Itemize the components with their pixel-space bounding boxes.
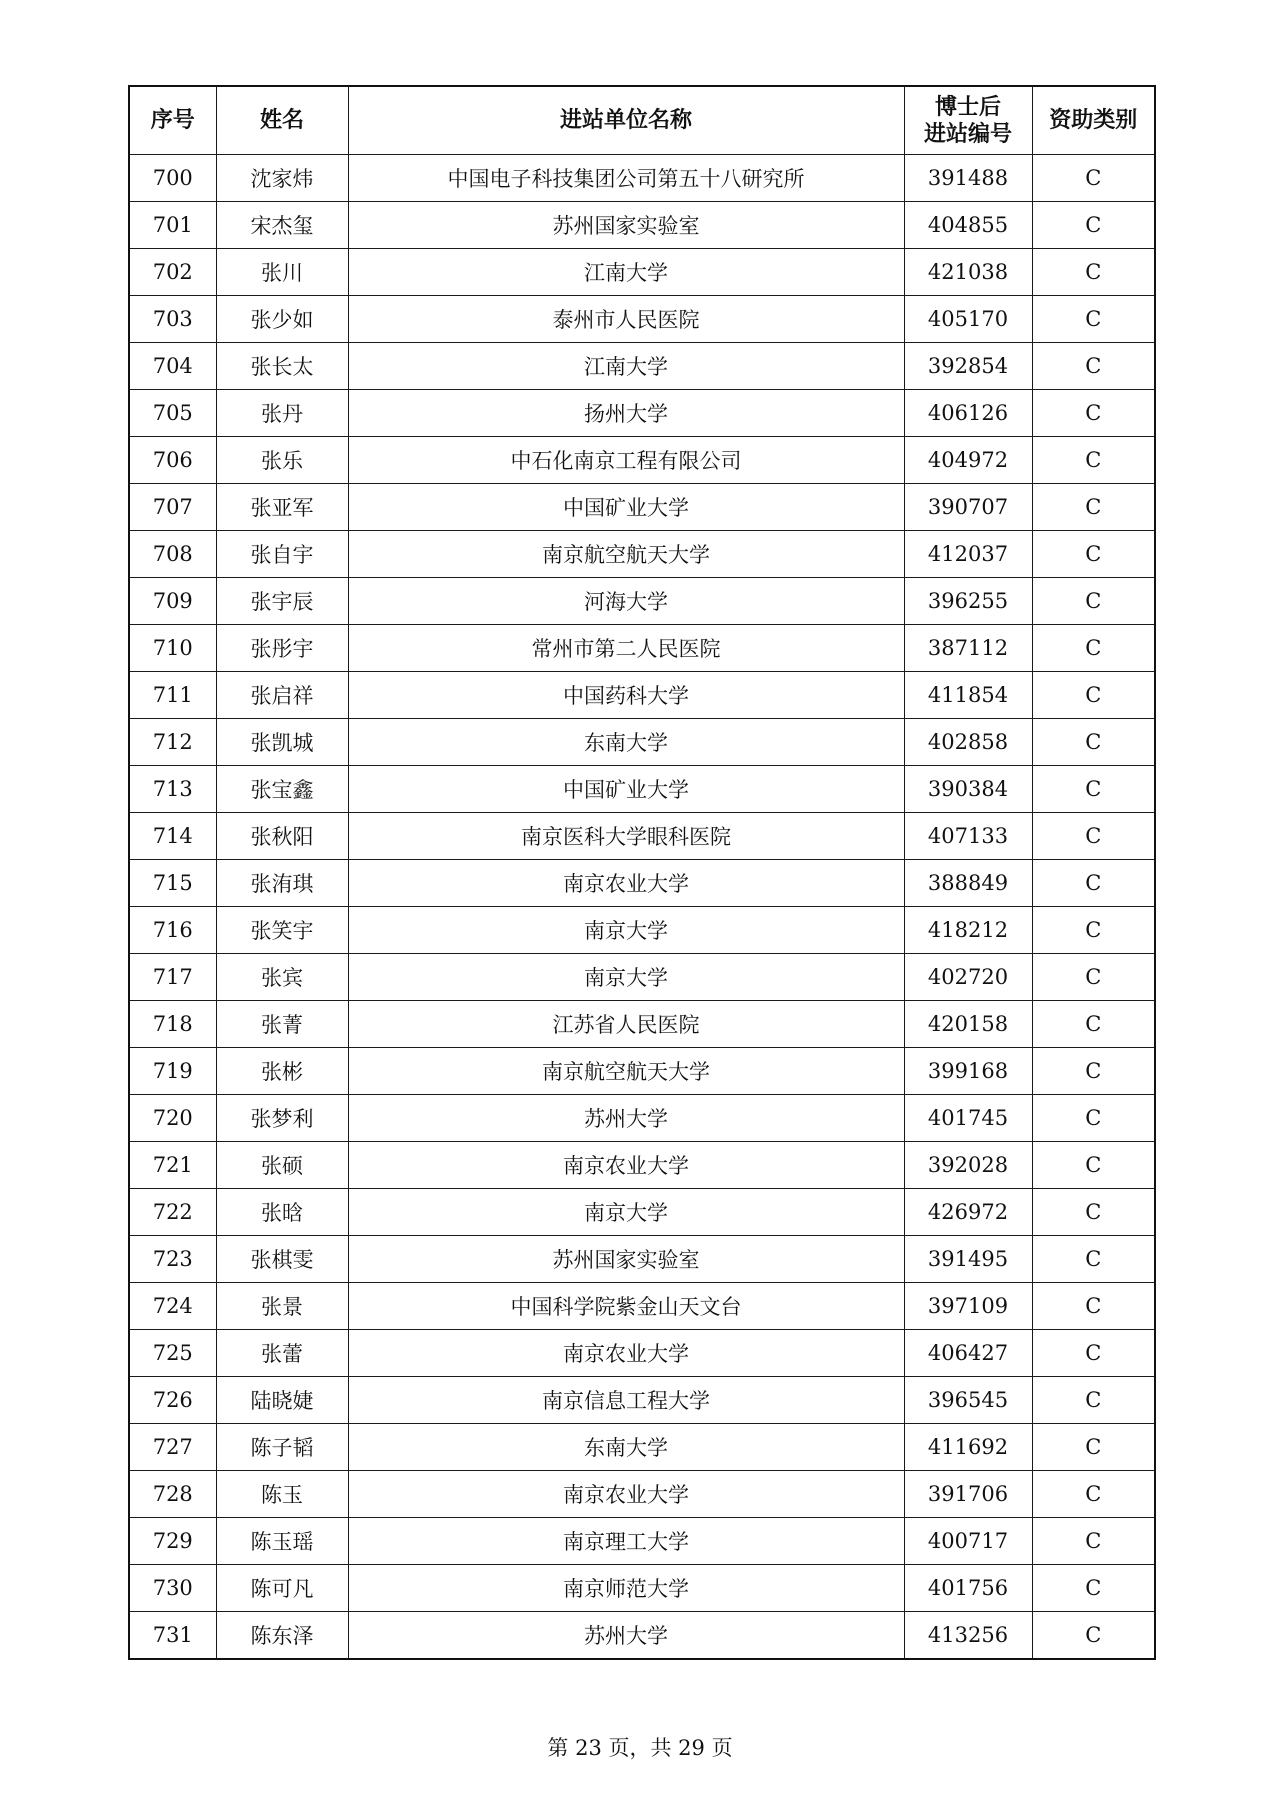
table-row xyxy=(129,719,1155,766)
cell-name: 沈家炜 xyxy=(216,155,348,202)
cell-unit: 东南大学 xyxy=(348,1424,904,1471)
cell-name: 陈玉 xyxy=(216,1471,348,1518)
cell-code: 407133 xyxy=(904,813,1032,860)
table-row xyxy=(129,484,1155,531)
cell-name: 宋杰玺 xyxy=(216,202,348,249)
cell-name: 张晗 xyxy=(216,1189,348,1236)
cell-unit: 苏州国家实验室 xyxy=(348,202,904,249)
cell-code: 421038 xyxy=(904,249,1032,296)
table-row xyxy=(129,578,1155,625)
table-row xyxy=(129,1424,1155,1471)
cell-category: C xyxy=(1032,1001,1155,1048)
table-row xyxy=(129,437,1155,484)
table-row xyxy=(129,954,1155,1001)
cell-name: 张宇辰 xyxy=(216,578,348,625)
table-row xyxy=(129,766,1155,813)
cell-code: 426972 xyxy=(904,1189,1032,1236)
cell-unit: 中国矿业大学 xyxy=(348,484,904,531)
cell-seq: 706 xyxy=(129,437,216,484)
cell-category: C xyxy=(1032,1518,1155,1565)
cell-name: 张棋雯 xyxy=(216,1236,348,1283)
cell-seq: 708 xyxy=(129,531,216,578)
cell-code: 411692 xyxy=(904,1424,1032,1471)
cell-category: C xyxy=(1032,437,1155,484)
table-row xyxy=(129,1095,1155,1142)
table-row xyxy=(129,1189,1155,1236)
cell-unit: 南京农业大学 xyxy=(348,1142,904,1189)
cell-name: 张长太 xyxy=(216,343,348,390)
cell-name: 张宾 xyxy=(216,954,348,1001)
cell-code: 390707 xyxy=(904,484,1032,531)
cell-category: C xyxy=(1032,813,1155,860)
header-code-line2: 进站编号 xyxy=(923,121,1012,147)
table-row xyxy=(129,343,1155,390)
cell-name: 张乐 xyxy=(216,437,348,484)
cell-category: C xyxy=(1032,860,1155,907)
cell-unit: 中国科学院紫金山天文台 xyxy=(348,1283,904,1330)
cell-seq: 728 xyxy=(129,1471,216,1518)
table-row xyxy=(129,1471,1155,1518)
cell-seq: 701 xyxy=(129,202,216,249)
cell-unit: 江南大学 xyxy=(348,249,904,296)
table-row xyxy=(129,625,1155,672)
cell-unit: 河海大学 xyxy=(348,578,904,625)
cell-category: C xyxy=(1032,578,1155,625)
cell-category: C xyxy=(1032,672,1155,719)
cell-name: 张菁 xyxy=(216,1001,348,1048)
cell-seq: 722 xyxy=(129,1189,216,1236)
cell-name: 张彬 xyxy=(216,1048,348,1095)
cell-category: C xyxy=(1032,1189,1155,1236)
cell-name: 张宝鑫 xyxy=(216,766,348,813)
cell-category: C xyxy=(1032,766,1155,813)
table-row xyxy=(129,202,1155,249)
header-code xyxy=(904,86,1032,155)
cell-seq: 711 xyxy=(129,672,216,719)
cell-unit: 南京农业大学 xyxy=(348,1471,904,1518)
cell-name: 张蕾 xyxy=(216,1330,348,1377)
cell-category: C xyxy=(1032,1565,1155,1612)
cell-code: 396255 xyxy=(904,578,1032,625)
cell-code: 404972 xyxy=(904,437,1032,484)
cell-unit: 苏州大学 xyxy=(348,1095,904,1142)
cell-code: 397109 xyxy=(904,1283,1032,1330)
table-row xyxy=(129,860,1155,907)
cell-category: C xyxy=(1032,1330,1155,1377)
cell-category: C xyxy=(1032,954,1155,1001)
cell-seq: 729 xyxy=(129,1518,216,1565)
cell-unit: 南京大学 xyxy=(348,907,904,954)
cell-code: 406126 xyxy=(904,390,1032,437)
cell-category: C xyxy=(1032,625,1155,672)
cell-name: 陈子韬 xyxy=(216,1424,348,1471)
cell-seq: 723 xyxy=(129,1236,216,1283)
page-footer: 第 23 页，共 29 页 xyxy=(547,1736,733,1760)
cell-code: 401745 xyxy=(904,1095,1032,1142)
cell-unit: 常州市第二人民医院 xyxy=(348,625,904,672)
cell-category: C xyxy=(1032,249,1155,296)
cell-seq: 717 xyxy=(129,954,216,1001)
cell-category: C xyxy=(1032,1471,1155,1518)
table-row xyxy=(129,531,1155,578)
cell-category: C xyxy=(1032,343,1155,390)
cell-category: C xyxy=(1032,531,1155,578)
cell-unit: 南京师范大学 xyxy=(348,1565,904,1612)
cell-category: C xyxy=(1032,907,1155,954)
header-code-line1: 博士后 xyxy=(934,94,1001,120)
cell-category: C xyxy=(1032,155,1155,202)
cell-seq: 721 xyxy=(129,1142,216,1189)
table-row xyxy=(129,249,1155,296)
cell-unit: 南京信息工程大学 xyxy=(348,1377,904,1424)
cell-category: C xyxy=(1032,1377,1155,1424)
cell-unit: 南京农业大学 xyxy=(348,1330,904,1377)
cell-unit: 东南大学 xyxy=(348,719,904,766)
cell-unit: 扬州大学 xyxy=(348,390,904,437)
cell-unit: 中国矿业大学 xyxy=(348,766,904,813)
cell-seq: 709 xyxy=(129,578,216,625)
cell-name: 张少如 xyxy=(216,296,348,343)
cell-unit: 中国电子科技集团公司第五十八研究所 xyxy=(348,155,904,202)
cell-code: 412037 xyxy=(904,531,1032,578)
cell-name: 张笑宇 xyxy=(216,907,348,954)
cell-code: 418212 xyxy=(904,907,1032,954)
table-row xyxy=(129,907,1155,954)
cell-seq: 712 xyxy=(129,719,216,766)
table-row xyxy=(129,155,1155,202)
cell-seq: 716 xyxy=(129,907,216,954)
cell-code: 401756 xyxy=(904,1565,1032,1612)
cell-code: 406427 xyxy=(904,1330,1032,1377)
cell-seq: 720 xyxy=(129,1095,216,1142)
cell-seq: 710 xyxy=(129,625,216,672)
cell-category: C xyxy=(1032,1612,1155,1660)
cell-category: C xyxy=(1032,1048,1155,1095)
header-name: 姓名 xyxy=(216,86,348,155)
table-row xyxy=(129,813,1155,860)
cell-seq: 719 xyxy=(129,1048,216,1095)
cell-seq: 715 xyxy=(129,860,216,907)
cell-name: 张硕 xyxy=(216,1142,348,1189)
cell-name: 陆晓婕 xyxy=(216,1377,348,1424)
cell-code: 391495 xyxy=(904,1236,1032,1283)
table-row xyxy=(129,1518,1155,1565)
cell-seq: 705 xyxy=(129,390,216,437)
cell-name: 张丹 xyxy=(216,390,348,437)
cell-code: 399168 xyxy=(904,1048,1032,1095)
cell-category: C xyxy=(1032,202,1155,249)
cell-name: 张凯城 xyxy=(216,719,348,766)
cell-category: C xyxy=(1032,484,1155,531)
cell-category: C xyxy=(1032,1424,1155,1471)
cell-unit: 南京航空航天大学 xyxy=(348,1048,904,1095)
table-row xyxy=(129,1001,1155,1048)
cell-code: 405170 xyxy=(904,296,1032,343)
cell-code: 392854 xyxy=(904,343,1032,390)
cell-seq: 714 xyxy=(129,813,216,860)
cell-unit: 江苏省人民医院 xyxy=(348,1001,904,1048)
table-row xyxy=(129,1048,1155,1095)
table-row xyxy=(129,1236,1155,1283)
cell-seq: 724 xyxy=(129,1283,216,1330)
cell-name: 张亚军 xyxy=(216,484,348,531)
cell-unit: 中石化南京工程有限公司 xyxy=(348,437,904,484)
cell-name: 张梦利 xyxy=(216,1095,348,1142)
table-row xyxy=(129,1330,1155,1377)
cell-name: 张彤宇 xyxy=(216,625,348,672)
cell-code: 404855 xyxy=(904,202,1032,249)
cell-unit: 泰州市人民医院 xyxy=(348,296,904,343)
cell-code: 411854 xyxy=(904,672,1032,719)
cell-seq: 726 xyxy=(129,1377,216,1424)
cell-seq: 731 xyxy=(129,1612,216,1660)
cell-name: 张景 xyxy=(216,1283,348,1330)
cell-category: C xyxy=(1032,1283,1155,1330)
cell-name: 陈东泽 xyxy=(216,1612,348,1660)
cell-unit: 南京理工大学 xyxy=(348,1518,904,1565)
cell-code: 392028 xyxy=(904,1142,1032,1189)
postdoc-table xyxy=(128,85,1156,1660)
table-row xyxy=(129,296,1155,343)
cell-unit: 中国药科大学 xyxy=(348,672,904,719)
cell-code: 391706 xyxy=(904,1471,1032,1518)
cell-name: 张自宇 xyxy=(216,531,348,578)
cell-code: 400717 xyxy=(904,1518,1032,1565)
cell-category: C xyxy=(1032,296,1155,343)
cell-name: 张川 xyxy=(216,249,348,296)
cell-category: C xyxy=(1032,1236,1155,1283)
cell-code: 402720 xyxy=(904,954,1032,1001)
cell-unit: 南京医科大学眼科医院 xyxy=(348,813,904,860)
cell-name: 张洧琪 xyxy=(216,860,348,907)
table-body xyxy=(129,155,1155,1660)
header-seq: 序号 xyxy=(129,86,216,155)
cell-code: 388849 xyxy=(904,860,1032,907)
table-header-row xyxy=(129,86,1155,155)
cell-seq: 725 xyxy=(129,1330,216,1377)
cell-seq: 718 xyxy=(129,1001,216,1048)
table-row xyxy=(129,390,1155,437)
cell-category: C xyxy=(1032,1142,1155,1189)
cell-unit: 江南大学 xyxy=(348,343,904,390)
table-row xyxy=(129,1283,1155,1330)
cell-code: 420158 xyxy=(904,1001,1032,1048)
table-row xyxy=(129,672,1155,719)
cell-name: 张秋阳 xyxy=(216,813,348,860)
table-row xyxy=(129,1565,1155,1612)
cell-unit: 南京航空航天大学 xyxy=(348,531,904,578)
cell-unit: 南京大学 xyxy=(348,1189,904,1236)
cell-seq: 700 xyxy=(129,155,216,202)
cell-seq: 713 xyxy=(129,766,216,813)
cell-seq: 707 xyxy=(129,484,216,531)
table-row xyxy=(129,1377,1155,1424)
cell-unit: 苏州大学 xyxy=(348,1612,904,1660)
cell-code: 390384 xyxy=(904,766,1032,813)
cell-category: C xyxy=(1032,1095,1155,1142)
header-category: 资助类别 xyxy=(1032,86,1155,155)
header-unit: 进站单位名称 xyxy=(348,86,904,155)
cell-seq: 730 xyxy=(129,1565,216,1612)
cell-unit: 苏州国家实验室 xyxy=(348,1236,904,1283)
cell-code: 396545 xyxy=(904,1377,1032,1424)
cell-unit: 南京农业大学 xyxy=(348,860,904,907)
page-sheet xyxy=(128,85,1154,1660)
cell-code: 402858 xyxy=(904,719,1032,766)
cell-seq: 727 xyxy=(129,1424,216,1471)
cell-seq: 703 xyxy=(129,296,216,343)
cell-seq: 704 xyxy=(129,343,216,390)
cell-seq: 702 xyxy=(129,249,216,296)
cell-name: 陈可凡 xyxy=(216,1565,348,1612)
cell-unit: 南京大学 xyxy=(348,954,904,1001)
cell-code: 413256 xyxy=(904,1612,1032,1660)
table-row xyxy=(129,1142,1155,1189)
cell-name: 陈玉瑶 xyxy=(216,1518,348,1565)
cell-category: C xyxy=(1032,719,1155,766)
cell-category: C xyxy=(1032,390,1155,437)
cell-name: 张启祥 xyxy=(216,672,348,719)
table-row xyxy=(129,1612,1155,1660)
cell-code: 387112 xyxy=(904,625,1032,672)
cell-code: 391488 xyxy=(904,155,1032,202)
